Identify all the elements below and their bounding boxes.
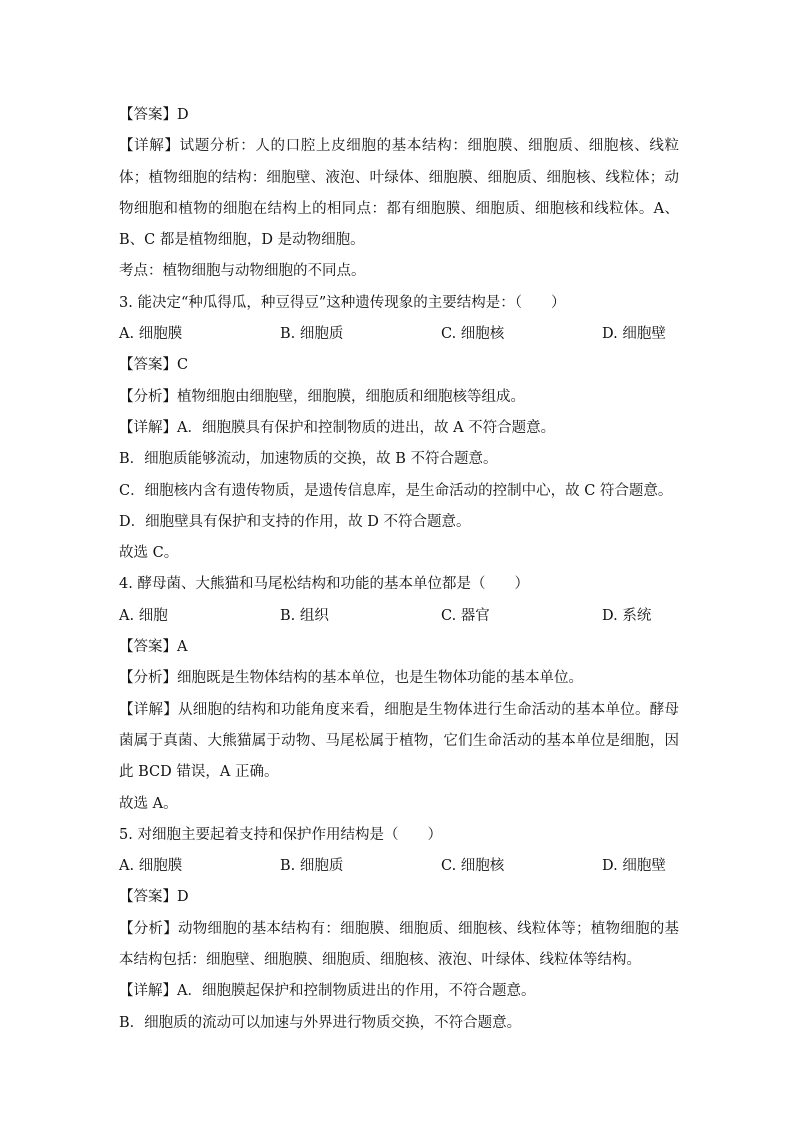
text-line: B．细胞质的流动可以加速与外界进行物质交换，不符合题意。 — [119, 1014, 522, 1031]
answer-option: A. 细胞膜 — [119, 858, 183, 875]
text-line: 4. 酵母菌、大熊猫和马尾松结构和功能的基本单位都是（ ） — [119, 576, 529, 593]
text-line: 【答案】D — [119, 107, 189, 123]
answer-option: C. 器官 — [441, 607, 490, 624]
answer-options — [119, 319, 679, 350]
text-line: 故选 C。 — [119, 545, 179, 562]
text-line: 故选 A。 — [119, 795, 178, 812]
answer-option: D. 系统 — [602, 607, 652, 624]
answer-option: D. 细胞壁 — [602, 326, 666, 343]
text-paragraph: 【详解】从细胞的结构和功能角度来看，细胞是生物体进行生命活动的基本单位。酵母菌属于真菌、大熊猫属于动物、马尾松属于植物，它们生命活动的基本单位是细胞，因此 BCD 错误，A 正确。 — [119, 701, 679, 781]
document-content — [119, 100, 679, 1039]
text-line: 【答案】A — [119, 639, 188, 656]
answer-option: D. 细胞壁 — [602, 858, 666, 875]
text-line: 【分析】植物细胞由细胞壁，细胞膜，细胞质和细胞核等组成。 — [119, 388, 525, 405]
answer-options — [119, 601, 679, 632]
text-line: 3. 能决定“种瓜得瓜，种豆得豆”这种遗传现象的主要结构是：（ ） — [119, 294, 566, 311]
text-paragraph: 【详解】试题分析：人的口腔上皮细胞的基本结构：细胞膜、细胞质、细胞核、线粒体；植物细胞的结构：细胞壁、液泡、叶绿体、细胞膜、细胞质、细胞核、线粒体；动物细胞和植物的细胞在结构上的相同点：都有细胞膜、细胞质、细胞核和线粒体。A、B、C 都是植物细胞，D 是动物细胞。 — [119, 138, 679, 249]
answer-option: C. 细胞核 — [441, 326, 505, 343]
text-line: 【详解】A．细胞膜具有保护和控制物质的进出，故 A 不符合题意。 — [119, 419, 556, 436]
answer-option: B. 组织 — [280, 607, 329, 624]
answer-option: B. 细胞质 — [280, 858, 344, 875]
answer-option: A. 细胞 — [119, 607, 168, 624]
text-line: 【答案】C — [119, 357, 189, 374]
text-line: 【详解】A．细胞膜起保护和控制物质进出的作用，不符合题意。 — [119, 983, 536, 1000]
text-line: 5. 对细胞主要起着支持和保护作用结构是（ ） — [119, 826, 442, 843]
text-line: B．细胞质能够流动，加速物质的交换，故 B 不符合题意。 — [119, 451, 498, 468]
text-line: C．细胞核内含有遗传物质，是遗传信息库，是生命活动的控制中心，故 C 符合题意。 — [119, 482, 673, 499]
text-line: D．细胞壁具有保护和支持的作用，故 D 不符合题意。 — [119, 513, 471, 530]
answer-options — [119, 851, 679, 882]
answer-option: C. 细胞核 — [441, 858, 505, 875]
answer-option: B. 细胞质 — [280, 326, 344, 343]
text-line: 考点：植物细胞与动物细胞的不同点。 — [119, 263, 366, 280]
answer-option: A. 细胞膜 — [119, 326, 183, 343]
text-line: 【答案】D — [119, 889, 189, 906]
text-paragraph: 【分析】动物细胞的基本结构有：细胞膜、细胞质、细胞核、线粒体等；植物细胞的基本结构包括：细胞壁、细胞膜、细胞质、细胞核、液泡、叶绿体、线粒体等结构。 — [119, 920, 679, 969]
text-line: 【分析】细胞既是生物体结构的基本单位，也是生物体功能的基本单位。 — [119, 670, 583, 687]
